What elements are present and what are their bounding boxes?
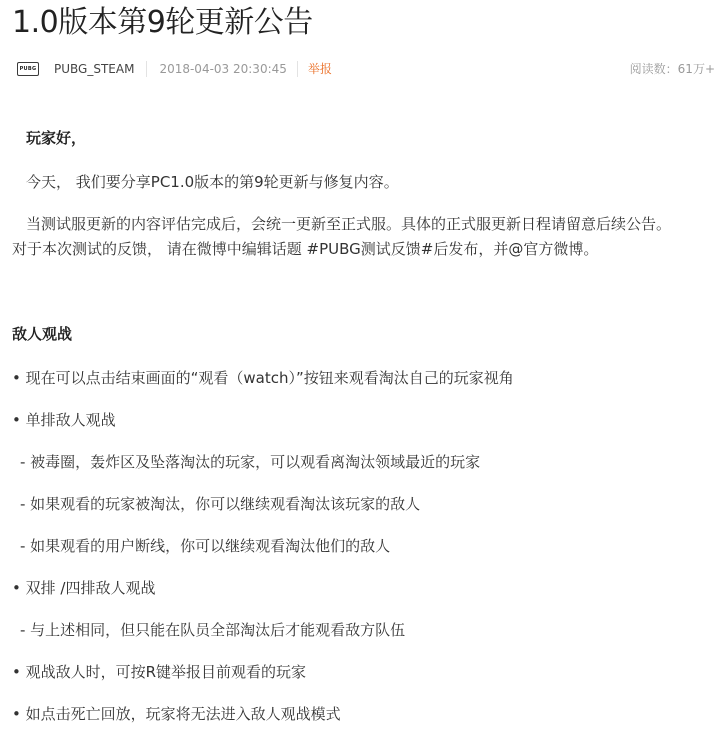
list-item: • 如点击死亡回放，玩家将无法进入敌人观战模式 — [12, 705, 341, 723]
article-meta — [17, 58, 715, 80]
section-title: 敌人观战 — [12, 325, 73, 343]
author-name[interactable]: PUBG_STEAM — [54, 61, 147, 77]
list-item: • 单排敌人观战 — [12, 411, 116, 429]
paragraph-line: 对于本次测试的反馈， 请在微博中编辑话题 #PUBG测试反馈#后发布，并@官方微博。 — [12, 240, 599, 258]
list-item: • 观战敌人时，可按R键举报目前观看的玩家 — [12, 663, 307, 681]
paragraph-line: 当测试服更新的内容评估完成后，会统一更新至正式服。具体的正式服更新日程请留意后续公告。 — [26, 215, 672, 233]
publish-datetime: 2018-04-03 20:30:45 — [147, 61, 297, 77]
greeting-text: 玩家好， — [26, 129, 87, 147]
pubg-logo-icon: PUBG — [17, 62, 39, 76]
list-subitem: - 如果观看的玩家被淘汰，你可以继续观看淘汰该玩家的敌人 — [20, 495, 421, 513]
list-subitem: - 如果观看的用户断线，你可以继续观看淘汰他们的敌人 — [20, 537, 391, 555]
list-item: • 现在可以点击结束画面的“观看（watch）”按钮来观看淘汰自己的玩家视角 — [12, 369, 514, 387]
report-link[interactable]: 举报 — [307, 62, 332, 76]
list-subitem: - 被毒圈，轰炸区及坠落淘汰的玩家，可以观看离淘汰领域最近的玩家 — [20, 453, 481, 471]
article-title: 1.0版本第9轮更新公告 — [12, 5, 313, 40]
intro-paragraph: 今天， 我们要分享PC1.0版本的第9轮更新与修复内容。 — [26, 173, 399, 191]
read-count: 阅读数：61万+ — [629, 62, 715, 76]
list-item: • 双排 /四排敌人观战 — [12, 579, 156, 597]
list-subitem: - 与上述相同，但只能在队员全部淘汰后才能观看敌方队伍 — [20, 621, 406, 639]
